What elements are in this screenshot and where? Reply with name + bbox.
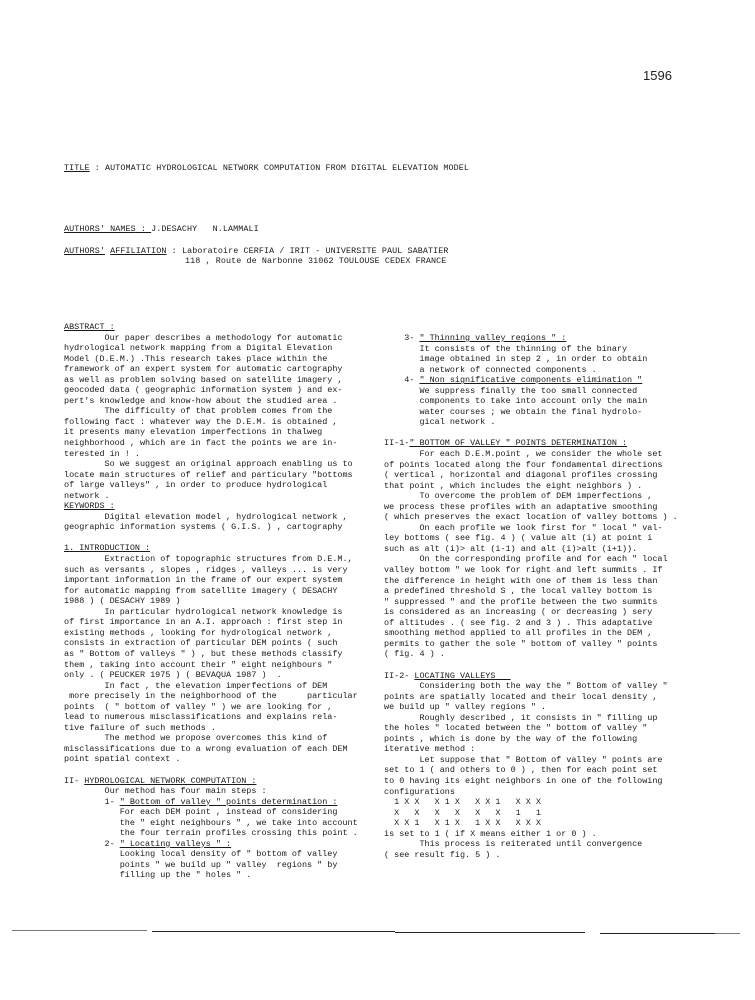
text-line: is considered as an increasing ( or decreasing ) sery: [384, 607, 653, 618]
text-line: filling up the " holes " .: [64, 870, 252, 881]
text-line: [384, 438, 704, 449]
text-line: iterative method :: [384, 744, 476, 755]
paper-title-line: [64, 163, 469, 173]
text-line: points , which is done by the way of the following: [384, 733, 638, 744]
text-line: ley bottoms ( see fig. 4 ) ( value alt (i) at point i: [384, 533, 653, 544]
text-line: [384, 333, 704, 344]
text-line: ( see result fig. 5 ) .: [384, 849, 501, 860]
underlined-heading: LOCATING VALLEYS: [414, 670, 511, 681]
text-line: Looking local density of " bottom of valley: [64, 849, 338, 860]
text-line: geographic information systems ( G.I.S. ) , cartography: [64, 522, 343, 533]
text-line: the holes " located between the " bottom of valley ": [384, 723, 648, 734]
text-line: points ( " bottom of valley " ) we are looking for ,: [64, 701, 333, 712]
authors-line: [64, 224, 259, 234]
text-line: " suppressed " and the profile between the two summits: [384, 596, 658, 607]
text-line: a network of connected components .: [384, 364, 597, 375]
text-line: We suppress finally the too small connected: [384, 385, 638, 396]
footer-rule-segment: [345, 931, 395, 932]
text-line: is set to 1 ( if X means either 1 or 0 ) .: [384, 828, 597, 839]
text-line: network .: [64, 490, 110, 501]
section-heading: KEYWORDS :: [64, 501, 115, 512]
text-line: [384, 671, 704, 682]
text-line: It consists of the thinning of the binary: [384, 343, 628, 354]
text-line: ( which preserves the exact location of valley bottoms ) .: [384, 512, 678, 523]
text-line: important information in the frame of our expert system: [64, 575, 343, 586]
text-line: tive failure of such methods .: [64, 722, 216, 733]
text-line: to 0 having its eight neighbors in one of the following: [384, 775, 663, 786]
text-line: ( fig. 4 ) .: [384, 649, 445, 660]
text-line: more precisely in the neighborhood of the particular: [64, 691, 358, 702]
text-line: image obtained in step 2 , in order to obtain: [384, 354, 648, 365]
text-line: the difference in height with one of them is less than: [384, 575, 658, 586]
text-line: In particular hydrological network knowledge is: [64, 606, 343, 617]
text-line: permits to gather the sole " bottom of valley " points: [384, 638, 658, 649]
text-line: only . ( PEUCKER 1975 ) ( BEVAQUA 1987 ) .: [64, 670, 282, 681]
footer-rule-segment: [715, 933, 740, 934]
text-line: hydrological network mapping from a Digital Elevation: [64, 343, 333, 354]
section-heading: [64, 776, 374, 787]
text-line: Our method has four main steps :: [64, 786, 267, 797]
text-line: [64, 533, 374, 544]
text-line: So we suggest an original approach enabling us to: [64, 459, 353, 470]
text-line: To overcome the problem of DEM imperfections ,: [384, 491, 653, 502]
text-line: [384, 428, 704, 439]
text-line: terested in ! .: [64, 448, 140, 459]
underlined-heading: " Non significative components elimination ": [419, 375, 643, 386]
title-label: TITLE: [64, 163, 90, 173]
text-line: On the corresponding profile and for each " local: [384, 554, 668, 565]
text-line: This process is reiterated until convergence: [384, 839, 643, 850]
text-line: X X X X X X 1 1: [384, 807, 541, 818]
text-line: [64, 839, 374, 850]
text-line: for automatic mapping from satellite imagery ( DESACHY: [64, 585, 338, 596]
underlined-heading: HYDROLOGICAL NETWORK COMPUTATION :: [84, 775, 257, 786]
text-line: For each D.E.M.point , we consider the whole set: [384, 449, 663, 460]
text-line: set to 1 ( and others to 0 ) , then for each point set: [384, 765, 658, 776]
paper-title: AUTOMATIC HYDROLOGICAL NETWORK COMPUTATION FROM DIGITAL ELEVATION MODEL: [105, 163, 469, 173]
text-line: [64, 765, 374, 776]
text-line: Roughly described , it consists in " filling up: [384, 712, 658, 723]
line-prefix: II-1-: [384, 438, 410, 449]
text-line: water courses ; we obtain the final hydrolo-: [384, 406, 643, 417]
line-prefix: II-: [64, 775, 85, 786]
footer-rule-segment: [152, 931, 377, 932]
text-line: following fact : whatever way the D.E.M. is obtained ,: [64, 416, 338, 427]
text-line: locate main structures of relief and particulary "bottoms: [64, 469, 353, 480]
text-line: configurations: [384, 786, 455, 797]
right-column: [384, 333, 704, 860]
footer-rule-segment: [395, 932, 585, 933]
text-line: as well as problem solving based on satellite imagery ,: [64, 374, 343, 385]
text-line: Extraction of topographic structures from D.E.M.,: [64, 554, 353, 565]
text-line: The method we propose overcomes this kind of: [64, 733, 328, 744]
text-line: framework of an expert system for automatic cartography: [64, 364, 343, 375]
text-line: [384, 660, 704, 671]
text-line: components to take into account only the main: [384, 396, 648, 407]
text-line: valley bottom " we look for right and left summits . If: [384, 565, 663, 576]
text-line: the " eight neighbours " , we take into account: [64, 817, 358, 828]
line-prefix: 3-: [384, 333, 420, 343]
line-prefix: II-2-: [384, 670, 415, 681]
text-line: lead to numerous misclassifications and explains rela-: [64, 712, 338, 723]
affiliation-label-1: AUTHORS': [64, 246, 106, 256]
affiliation-sep: :: [166, 246, 182, 256]
text-line: The difficulty of that problem comes from the: [64, 406, 333, 417]
text-line: Our paper describes a methodology for automatic: [64, 332, 343, 343]
line-prefix: 2-: [64, 838, 120, 849]
text-line: geocoded data ( geographic information system ) and ex-: [64, 385, 343, 396]
text-line: we process these profiles with an adaptative smoothing: [384, 501, 658, 512]
underlined-heading: " Bottom of valley " points determination :: [119, 796, 338, 807]
underlined-heading: " BOTTOM OF VALLEY " POINTS DETERMINATION :: [409, 438, 628, 449]
underlined-heading: " Locating valleys " :: [119, 838, 232, 849]
text-line: we build up " valley regions " .: [384, 702, 547, 713]
section-heading: ABSTRACT :: [64, 322, 115, 332]
text-line: ( vertical , horizontal and diagonal profiles crossing: [384, 470, 658, 481]
text-line: In fact , the elevation imperfections of DEM: [64, 680, 328, 691]
text-line: the four terrain profiles crossing this point .: [64, 828, 358, 839]
text-line: Digital elevation model , hydrological network ,: [64, 511, 348, 522]
left-column: [64, 322, 374, 881]
text-line: existing methods , looking for hydrological network ,: [64, 627, 333, 638]
line-prefix: 1-: [64, 796, 120, 807]
text-line: For each DEM point , instead of considering: [64, 807, 338, 818]
text-line: point spatial context .: [64, 754, 181, 765]
text-line: pert's knowledge and know-how about the studied area .: [64, 395, 338, 406]
page-number: 1596: [643, 68, 672, 83]
text-line: smoothing method applied to all profiles in the DEM ,: [384, 628, 653, 639]
affiliation-line-2: 118 , Route de Narbonne 31062 TOULOUSE CEDEX FRANCE: [185, 256, 447, 266]
text-line: Let suppose that " Bottom of valley " points are: [384, 754, 663, 765]
text-line: of large valleys" , in order to produce hydrological: [64, 480, 328, 491]
text-line: points are spatially located and their local density ,: [384, 691, 658, 702]
text-line: 1988 ) ( DESACHY 1989 ): [64, 596, 181, 607]
text-line: such as versants , slopes , ridges , valleys ... is very: [64, 564, 348, 575]
text-line: of altitudes . ( see fig. 2 and 3 ) . This adaptative: [384, 617, 653, 628]
affiliation-line-1: [64, 246, 448, 256]
affiliation-label-2: AFFILIATION: [110, 246, 167, 256]
text-line: Considering both the way the " Bottom of valley ": [384, 681, 668, 692]
footer-rule-segment: [600, 933, 715, 934]
text-line: [64, 797, 374, 808]
text-line: it presents many elevation imperfections in thalweg: [64, 427, 323, 438]
text-line: a predefined threshold S , the local valley bottom is: [384, 586, 653, 597]
authors-sep: :: [135, 224, 152, 234]
text-line: as " Bottom of valleys " ) , but these methods classify: [64, 648, 343, 659]
authors-names: J.DESACHY N.LAMMALI: [151, 224, 259, 234]
text-line: points " we build up " valley regions " by: [64, 859, 338, 870]
footer-rule-segment: [12, 930, 147, 931]
text-line: that point , which includes the eight neighbors ) .: [384, 480, 643, 491]
text-line: Model (D.E.M.) .This research takes place within the: [64, 353, 328, 364]
authors-label: AUTHORS' NAMES: [64, 224, 136, 234]
text-line: [384, 375, 704, 386]
text-line: them , taking into account their " eight neighbours ": [64, 659, 333, 670]
text-line: consists in extraction of particular DEM points ( such: [64, 638, 338, 649]
text-line: 1 X X X 1 X X X 1 X X X: [384, 797, 541, 808]
text-line: neighborhood , which are in fact the points we are in-: [64, 438, 338, 449]
text-line: X X 1 X 1 X 1 X X X X X: [384, 818, 541, 829]
title-sep: :: [89, 163, 106, 173]
line-prefix: 4-: [384, 375, 420, 386]
text-line: gical network .: [384, 417, 496, 428]
section-heading: 1. INTRODUCTION :: [64, 543, 151, 554]
text-line: of points located along the four fondamental directions: [384, 459, 663, 470]
underlined-heading: " Thinning valley regions " :: [419, 333, 567, 343]
text-line: such as alt (i)> alt (i-1) and alt (i)>alt (i+1)).: [384, 543, 638, 554]
affiliation-text-1: Laboratoire CERFIA / IRIT - UNIVERSITE PAUL SABATIER: [181, 246, 449, 256]
text-line: misclassifications due to a wrong evaluation of each DEM: [64, 743, 348, 754]
text-line: On each profile we look first for " local " val-: [384, 522, 663, 533]
text-line: of first importance in an A.I. approach : first step in: [64, 617, 343, 628]
